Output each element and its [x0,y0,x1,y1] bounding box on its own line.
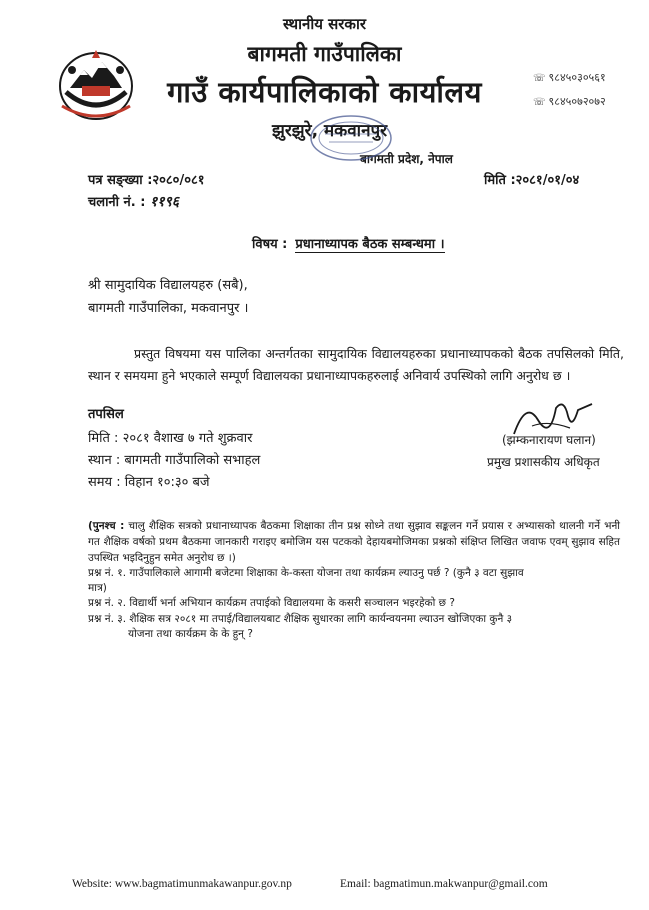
addressee-line-2: बागमती गाउँपालिका, मकवानपुर । [88,301,249,316]
office-seal-stamp [305,112,397,164]
signatory-title: प्रमुख प्रशासकीय अधिकृत [487,455,600,469]
question-2: प्रश्न नं. २. विद्यार्थी भर्ना अभियान कार्यक्रम तपाईको विद्यालयमा के कसरी सञ्चालन भइरहेको छ ? [88,597,455,609]
phone-number-1: ☏ ९८४५०३०५६१ [533,71,606,84]
header-province: बागमती प्रदेश, नेपाल [360,152,453,166]
header-office-name: गाउँ कार्यपालिकाको कार्यालय [167,75,482,109]
signatory-name: (झम्कनारायण घलान) [502,433,596,447]
phone-icon: ☏ [533,97,546,108]
question-3: प्रश्न नं. ३. शैक्षिक सत्र २०८१ मा तपाई/विद्यालयबाट शैक्षिक सुधारका लागि कार्यन्वयनमा ल्याउन खोजिएका कुनै ३ योजना तथा कार्यक्रम के के हुन् ? [88,613,513,640]
footer-website: Website: www.bagmatimunmakawanpur.gov.np [72,878,292,890]
header-local-government: स्थानीय सरकार [283,15,366,33]
dispatch-number-handwritten: ११९६ [149,194,180,210]
phone-number-2: ☏ ९८४५०७२०७२ [533,95,606,108]
footer-email: Email: bagmatimun.makwanpur@gmail.com [340,878,548,890]
letter-number: पत्र सङ्ख्या :२०८०/०८१ [88,173,205,188]
header-municipality-name: बागमती गाउँपालिका [247,42,402,66]
dispatch-number: चलानी नं. : ११९६ [88,194,180,210]
question-1: प्रश्न नं. १. गाउँपालिकाले आगामी बजेटमा शिक्षाका के-कस्ता योजना तथा कार्यक्रम ल्याउनु पर्छ ? (कुनै ३ वटा सुझाव मात्र) [88,567,524,594]
addressee-line-1: श्री सामुदायिक विद्यालयहरु (सबै), [88,278,248,293]
meeting-date: मिति : २०८१ वैशाख ७ गते शुक्रवार [88,431,253,446]
body-paragraph: प्रस्तुत विषयमा यस पालिका अन्तर्गतका सामुदायिक विद्यालयहरुका प्रधानाध्यापकको बैठक तपसिलको मिति, स्थान र समयमा हुने भएकाले सम्पूर्ण विद्यालयका प्रधानाध्यापकहरुलाई अनिवार्य उपस्थिको लागि अनुरोध छ । [88,346,624,383]
meeting-place: स्थान : बागमती गाउँपालिको सभाहल [88,453,261,468]
postscript-note: (पुनश्च : चालु शैक्षिक सत्रको प्रधानाध्यापक बैठकमा शिक्षाका तीन प्रश्न सोध्ने तथा सुझाव सङ्कलन गर्ने प्रयास र अभ्यासको थालनी गर्ने भनी गत शैक्षिक वर्षको प्रथम बैठकमा जानकारी गराइए बमोजिम यस पटकको देहायबमोजिमका प्रश्नको संक्षिप्त लिखित जवाफ एवम् सुझाव सहित उपस्थित भइदिनुहुन समेत अनुरोध छ ।) [88,520,620,564]
header-address: झुरझुरे, मकवानपुर [272,121,388,141]
phone-icon: ☏ [533,73,546,84]
subject-line: विषय : प्रधानाध्यापक बैठक सम्बन्धमा । [252,237,445,252]
letter-date: मिति :२०८१/०१/०४ [484,173,580,188]
meeting-time: समय : विहान १०:३० बजे [88,475,210,490]
details-heading: तपसिल [88,407,124,422]
